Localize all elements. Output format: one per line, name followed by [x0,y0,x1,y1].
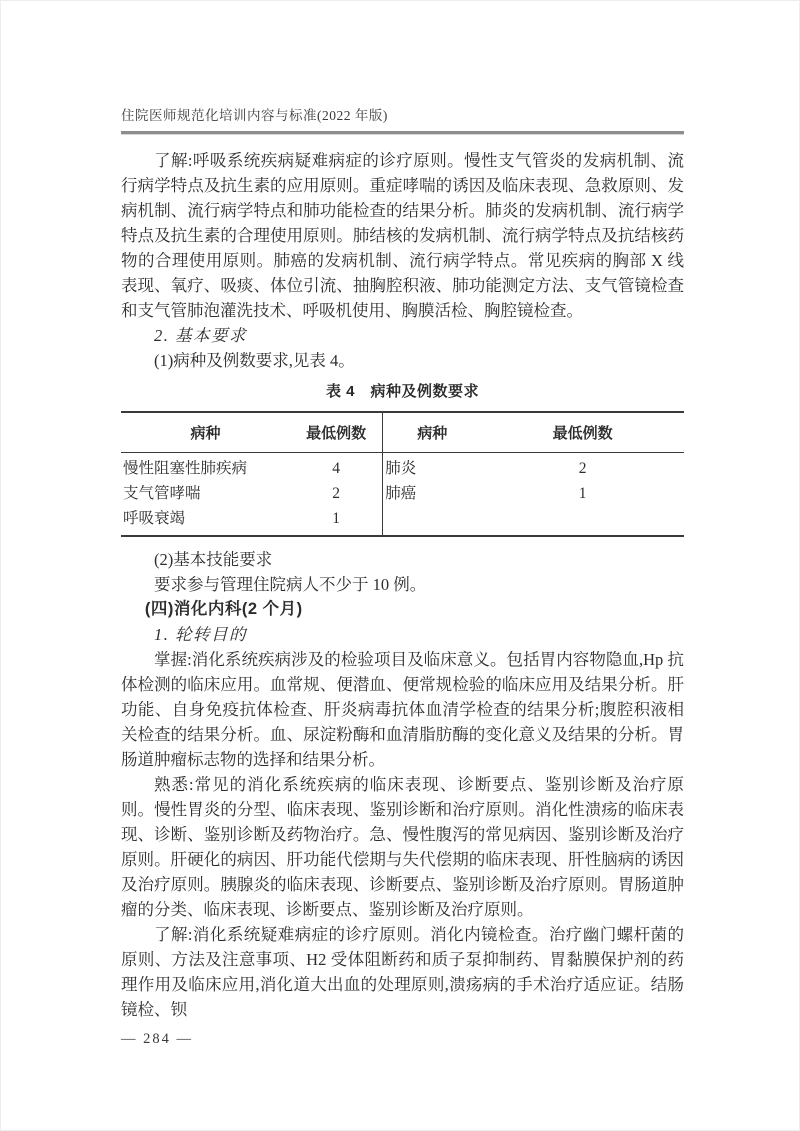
page-content [121,148,684,1022]
paragraph-patient-management-requirement: 要求参与管理住院病人不少于 10 例。 [154,575,427,594]
table-4-header-min-cases-left: 最低例数 [290,412,383,453]
table-4-block [121,379,684,537]
paragraph-digestive-familiar: 熟悉:常见的消化系统疾病的临床表现、诊断要点、鉴别诊断及治疗原则。慢性胃炎的分型、临床表现、鉴别诊断和治疗原则。消化性溃疡的临床表现、诊断、鉴别诊断及药物治疗。急、慢性腹泻的常见病因、鉴别诊断及治疗原则。肝硬化的病因、肝功能代偿期与失代偿期的临床表现、肝性脑病的诱因及治疗原则。胰腺炎的临床表现、诊断要点、鉴别诊断及治疗原则。胃肠道肿瘤的分类、临床表现、诊断要点、鉴别诊断及治疗原则。 [121,775,684,919]
cell-disease-right: 肺癌 [385,485,417,502]
table-header-row [121,412,684,453]
table-4 [121,411,684,537]
table-4-header-min-cases-right: 最低例数 [481,412,684,453]
table-row [121,482,684,507]
heading-digestive-section: (四)消化内科(2 个月) [144,600,303,618]
paragraph-respiratory-understand: 了解:呼吸系统疾病疑难病症的诊疗原则。慢性支气管炎的发病机制、流行病学特点及抗生素的应用原则。重症哮喘的诱因及临床表现、急救原则、发病机制、流行病学特点和肺功能检查的结果分析。肺炎的发病机制、流行病学特点及抗生素的合理使用原则。肺结核的发病机制、流行病学特点及抗结核药物的合理使用原则。肺癌的发病机制、流行病学特点。常见疾病的胸部 X 线表现、氧疗、吸痰、体位引流、抽胸腔积液、肺功能测定方法、支气管镜检查和支气管肺泡灌洗技术、呼吸机使用、胸膜活检、胸腔镜检查。 [121,151,684,320]
table-row [121,507,684,537]
item-basic-skill-requirements: (2)基本技能要求 [154,550,273,569]
running-head-rule [121,131,684,135]
table-row [121,453,684,482]
paragraph-digestive-understand: 了解:消化系统疑难病症的诊疗原则。消化内镜检查。治疗幽门螺杆菌的原则、方法及注意事项、H2 受体阻断药和质子泵抑制药、胃黏膜保护剂的药理作用及临床应用,消化道大出血的处理原则,溃疡病的手术治疗适应证。结肠镜检、钡 [121,925,684,1019]
page-footer [121,1028,684,1050]
cell-disease-left: 呼吸衰竭 [123,510,186,527]
cell-disease-right [383,507,482,537]
cell-min-cases-left: 4 [290,453,383,482]
page-header [121,1,684,135]
table-4-header-disease-left: 病种 [121,412,290,453]
cell-min-cases-left: 2 [290,482,383,507]
cell-min-cases-right [481,507,684,537]
cell-disease-left: 支气管哮喘 [123,485,201,502]
heading-rotation-purpose: 1. 轮转目的 [154,625,247,644]
page-number: — 284 — [121,1031,193,1047]
paragraph-digestive-master: 掌握:消化系统疾病涉及的检验项目及临床意义。包括胃内容物隐血,Hp 抗体检测的临床应用。血常规、便潜血、便常规检验的临床应用及结果分析。肝功能、自身免疫抗体检查、肝炎病毒抗体血清学检查的结果分析;腹腔积液相关检查的结果分析。血、尿淀粉酶和血清脂肪酶的变化意义及结果的分析。胃肠道肿瘤标志物的选择和结果分析。 [121,650,684,769]
table-4-header-disease-right: 病种 [383,412,482,453]
cell-min-cases-right: 2 [578,460,587,477]
cell-disease-right: 肺炎 [385,460,417,477]
running-head-title: 住院医师规范化培训内容与标准(2022 年版) [121,108,388,123]
table-4-head [121,412,684,453]
heading-basic-requirements: 2. 基本要求 [154,326,247,345]
item-case-number-requirements: (1)病种及例数要求,见表 4。 [154,351,355,370]
cell-min-cases-right: 1 [578,485,587,502]
cell-disease-left: 慢性阻塞性肺疾病 [123,460,248,477]
cell-min-cases-left: 1 [290,507,383,537]
table-4-body [121,453,684,537]
table-4-caption: 表 4 病种及例数要求 [325,383,479,400]
